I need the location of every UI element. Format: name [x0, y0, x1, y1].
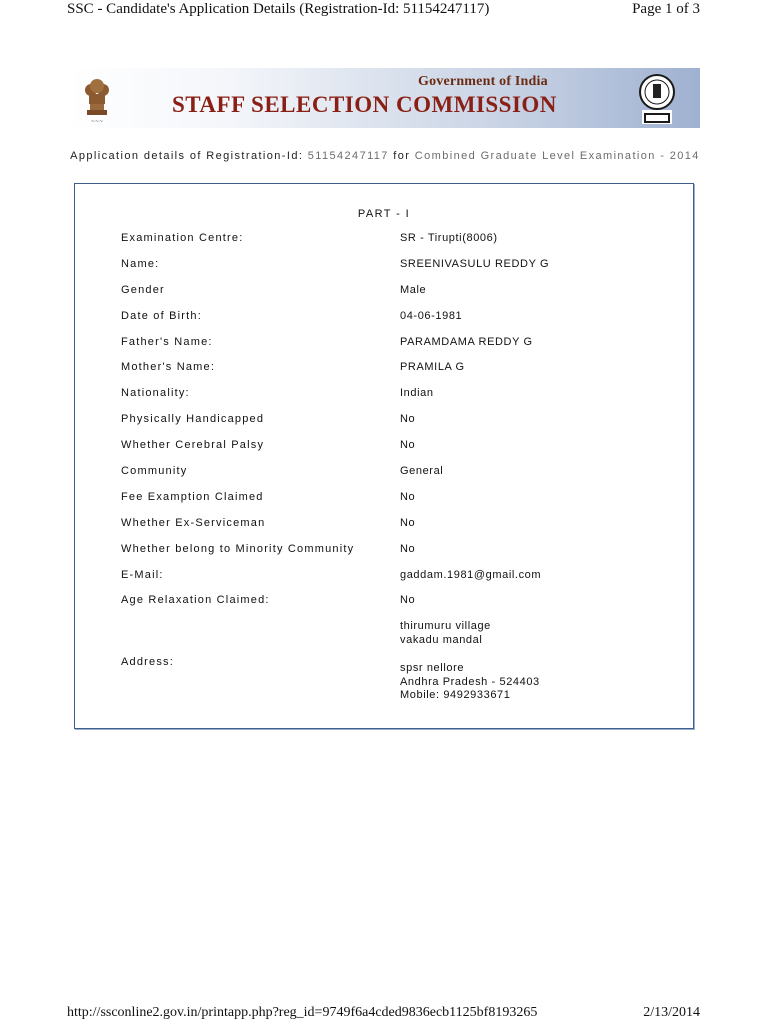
address-label: Address: — [121, 656, 175, 669]
row-label: Mother's Name: — [121, 361, 216, 374]
government-of-india-text: Government of India — [418, 74, 548, 89]
detail-row — [121, 361, 681, 387]
detail-row — [121, 258, 681, 284]
address-value — [400, 620, 540, 703]
details-panel — [74, 183, 694, 729]
row-label: Whether belong to Minority Community — [121, 542, 355, 555]
row-value: Male — [400, 283, 427, 296]
detail-row — [121, 517, 681, 543]
row-value: PARAMDAMA REDDY G — [400, 335, 533, 348]
print-date: 2/13/2014 — [643, 1005, 700, 1020]
svg-text:~~~: ~~~ — [90, 119, 104, 125]
detail-row — [121, 387, 681, 413]
address-line: Andhra Pradesh - 524403 — [400, 675, 540, 688]
row-label: Father's Name: — [121, 335, 213, 348]
email-value: gaddam.1981@gmail.com — [400, 568, 542, 581]
detail-row — [121, 284, 681, 310]
address-line: thirumuru village — [400, 620, 491, 633]
row-label: E-Mail: — [121, 568, 164, 581]
address-row — [121, 620, 681, 710]
address-line: vakadu mandal — [400, 633, 483, 646]
national-emblem-icon — [78, 70, 116, 126]
exam-name: Combined Graduate Level Examination - 2014 — [414, 150, 700, 162]
row-label: Whether Ex-Serviceman — [121, 516, 266, 529]
detail-row — [121, 413, 681, 439]
row-label: Nationality: — [121, 387, 190, 400]
row-value: General — [400, 465, 444, 478]
detail-row — [121, 465, 681, 491]
detail-row — [121, 232, 681, 258]
row-value: Indian — [400, 387, 434, 400]
detail-row — [121, 543, 681, 569]
page-url: http://ssconline2.gov.in/printapp.php?reg_id=9749f6a4cded9836ecb1125bf8193265 — [67, 1005, 538, 1020]
row-value: No — [400, 516, 416, 529]
row-label: Physically Handicapped — [121, 413, 265, 426]
row-label: Age Relaxation Claimed: — [121, 594, 270, 607]
print-footer — [0, 1000, 768, 1024]
row-value: No — [400, 594, 416, 607]
row-label: Whether Cerebral Palsy — [121, 439, 265, 452]
print-header — [0, 0, 768, 22]
page-number: Page 1 of 3 — [632, 1, 700, 17]
ssc-logo-icon — [638, 70, 676, 126]
row-value: No — [400, 490, 416, 503]
row-label: Examination Centre: — [121, 232, 244, 244]
part-title: PART - I — [357, 208, 411, 220]
detail-row — [121, 310, 681, 336]
print-title: SSC - Candidate's Application Details (Registration-Id: 51154247117) — [67, 1, 490, 17]
address-line: spsr nellore — [400, 662, 465, 675]
detail-row — [121, 336, 681, 362]
row-label: Fee Examption Claimed — [121, 490, 264, 503]
registration-id: 51154247117 — [307, 150, 389, 162]
detail-row — [121, 491, 681, 517]
commission-title: STAFF SELECTION COMMISSION — [172, 92, 557, 117]
row-label: Date of Birth: — [121, 309, 202, 322]
details-table — [121, 232, 681, 710]
row-value: No — [400, 542, 416, 555]
row-value: No — [400, 413, 416, 426]
detail-row — [121, 439, 681, 465]
row-label: Name: — [121, 257, 160, 270]
row-value: SREENIVASULU REDDY G — [400, 257, 550, 270]
detail-row — [121, 594, 681, 620]
mobile-number: Mobile: 9492933671 — [400, 689, 511, 702]
row-value: 04-06-1981 — [400, 309, 463, 322]
application-details-line: Application details of Registration-Id: 51154247117 for Combined Graduate Level Examination - 2014 — [70, 150, 700, 162]
row-label: Gender — [121, 283, 165, 296]
row-label: Community — [121, 465, 188, 478]
row-value: SR - Tirupti(8006) — [400, 232, 498, 244]
ssc-banner — [68, 68, 700, 128]
row-value: PRAMILA G — [400, 361, 465, 374]
row-value: No — [400, 439, 416, 452]
detail-row — [121, 569, 681, 595]
